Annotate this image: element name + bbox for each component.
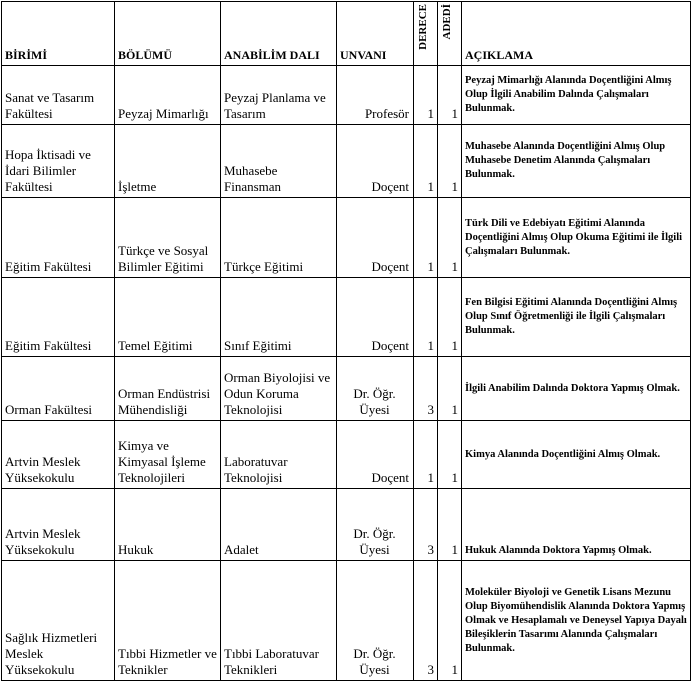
cell-derece: 1 (414, 421, 438, 489)
header-aciklama: AÇIKLAMA (462, 2, 691, 66)
cell-bolumu: Kimya ve Kimyasal İşleme Teknolojileri (115, 421, 221, 489)
cell-aciklama: Fen Bilgisi Eğitimi Alanında Doçentliğini Almış Olup Sınıf Öğretmenliği ile İlgili Çalışmaları Bulunmak. (462, 278, 691, 357)
cell-unvani: Doçent (337, 421, 414, 489)
cell-adedi: 1 (438, 278, 462, 357)
cell-adedi: 1 (438, 125, 462, 198)
cell-unvani: Doçent (337, 198, 414, 278)
cell-bolumu: Temel Eğitimi (115, 278, 221, 357)
cell-derece: 1 (414, 198, 438, 278)
cell-birimi: Hopa İktisadi ve İdari Bilimler Fakültesi (2, 125, 115, 198)
table-row (2, 66, 691, 125)
cell-aciklama: Kimya Alanında Doçentliğini Almış Olmak. (462, 421, 691, 489)
cell-aciklama: Türk Dili ve Edebiyatı Eğitimi Alanında Doçentliğini Almış Olup Okuma Eğitimi ile İlgili Çalışmaları Bulunmak. (462, 198, 691, 278)
cell-anabilim-dali: Muhasebe Finansman (221, 125, 337, 198)
cell-bolumu: Orman Endüstrisi Mühendisliği (115, 357, 221, 421)
table-row (2, 125, 691, 198)
cell-aciklama: Moleküler Biyoloji ve Genetik Lisans Mezunu Olup Biyomühendislik Alanında Doktora Yapmış Olmak ve Hesaplamalı ve Deneysel Yapıya Dayalı Bileşiklerin Tasarımı Alanında Çalışmaları Bulunmak. (462, 561, 691, 681)
cell-birimi: Sağlık Hizmetleri Meslek Yüksekokulu (2, 561, 115, 681)
cell-bolumu: Türkçe ve Sosyal Bilimler Eğitimi (115, 198, 221, 278)
header-bolumu: BÖLÜMÜ (115, 2, 221, 66)
header-row (2, 2, 691, 66)
cell-bolumu: Tıbbi Hizmetler ve Teknikler (115, 561, 221, 681)
header-derece (414, 2, 438, 66)
header-adedi-label: ADEDİ (441, 4, 453, 40)
cell-anabilim-dali: Laboratuvar Teknolojisi (221, 421, 337, 489)
cell-unvani: Dr. Öğr. Üyesi (337, 561, 414, 681)
cell-birimi: Orman Fakültesi (2, 357, 115, 421)
cell-anabilim-dali: Orman Biyolojisi ve Odun Koruma Teknolojisi (221, 357, 337, 421)
cell-anabilim-dali: Türkçe Eğitimi (221, 198, 337, 278)
cell-anabilim-dali: Peyzaj Planlama ve Tasarım (221, 66, 337, 125)
cell-anabilim-dali: Adalet (221, 489, 337, 561)
positions-table (1, 1, 691, 681)
table-row (2, 278, 691, 357)
cell-adedi: 1 (438, 421, 462, 489)
cell-bolumu: Peyzaj Mimarlığı (115, 66, 221, 125)
cell-unvani: Profesör (337, 66, 414, 125)
cell-bolumu: Hukuk (115, 489, 221, 561)
cell-derece: 3 (414, 357, 438, 421)
header-derece-label: DERECE (417, 4, 429, 50)
table-row (2, 357, 691, 421)
cell-adedi: 1 (438, 66, 462, 125)
cell-derece: 3 (414, 489, 438, 561)
table-row (2, 489, 691, 561)
cell-adedi: 1 (438, 198, 462, 278)
cell-unvani: Dr. Öğr. Üyesi (337, 357, 414, 421)
cell-bolumu: İşletme (115, 125, 221, 198)
cell-birimi: Sanat ve Tasarım Fakültesi (2, 66, 115, 125)
header-unvani: UNVANI (337, 2, 414, 66)
cell-aciklama: Muhasebe Alanında Doçentliğini Almış Olup Muhasebe Denetim Alanında Çalışmaları Bulunmak. (462, 125, 691, 198)
cell-aciklama: İlgili Anabilim Dalında Doktora Yapmış Olmak. (462, 357, 691, 421)
cell-adedi: 1 (438, 357, 462, 421)
cell-adedi: 1 (438, 561, 462, 681)
header-adedi (438, 2, 462, 66)
cell-birimi: Artvin Meslek Yüksekokulu (2, 489, 115, 561)
cell-derece: 3 (414, 561, 438, 681)
cell-unvani: Dr. Öğr. Üyesi (337, 489, 414, 561)
cell-derece: 1 (414, 278, 438, 357)
table-row (2, 198, 691, 278)
cell-adedi: 1 (438, 489, 462, 561)
cell-birimi: Artvin Meslek Yüksekokulu (2, 421, 115, 489)
table-row (2, 421, 691, 489)
cell-birimi: Eğitim Fakültesi (2, 198, 115, 278)
cell-unvani: Doçent (337, 125, 414, 198)
header-anabilim-dali: ANABİLİM DALI (221, 2, 337, 66)
cell-anabilim-dali: Tıbbi Laboratuvar Teknikleri (221, 561, 337, 681)
cell-derece: 1 (414, 66, 438, 125)
cell-birimi: Eğitim Fakültesi (2, 278, 115, 357)
cell-anabilim-dali: Sınıf Eğitimi (221, 278, 337, 357)
header-birimi: BİRİMİ (2, 2, 115, 66)
cell-derece: 1 (414, 125, 438, 198)
table-row (2, 561, 691, 681)
cell-aciklama: Peyzaj Mimarlığı Alanında Doçentliğini Almış Olup İlgili Anabilim Dalında Çalışmaları Bulunmak. (462, 66, 691, 125)
cell-unvani: Doçent (337, 278, 414, 357)
cell-aciklama: Hukuk Alanında Doktora Yapmış Olmak. (462, 489, 691, 561)
